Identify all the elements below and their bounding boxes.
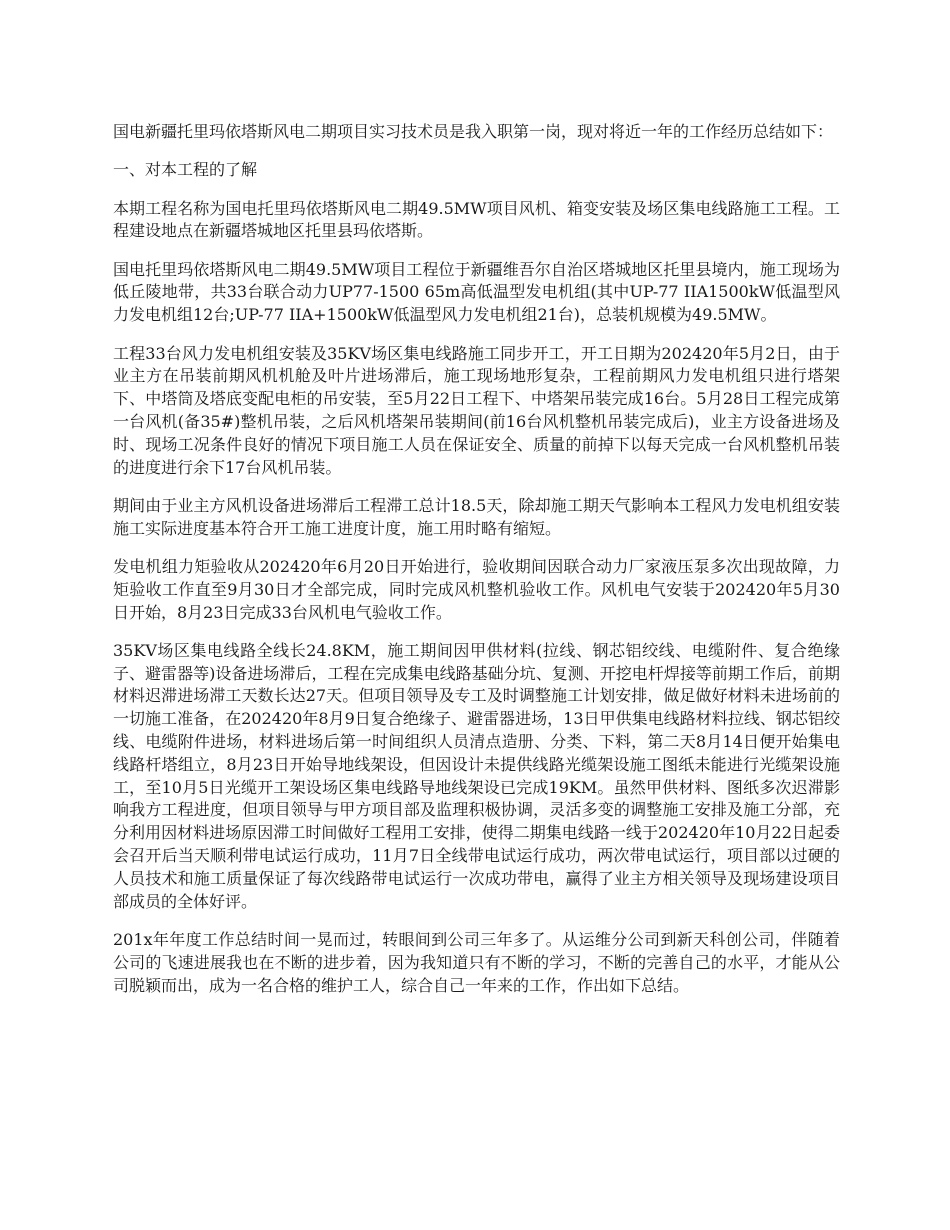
intro-paragraph: 国电新疆托里玛依塔斯风电二期项目实习技术员是我入职第一岗，现对将近一年的工作经历总结如下： [113, 122, 834, 141]
delay-summary-paragraph: 期间由于业主方风机设备进场滞后工程滞工总计18.5天，除却施工期天气影响本工程风力发电机组安装施工实际进度基本符合开工施工进度计度，施工用时略有缩短。 [113, 495, 840, 538]
project-name-paragraph: 本期工程名称为国电托里玛依塔斯风电二期49.5MW项目风机、箱变安装及场区集电线路施工工程。工程建设地点在新疆塔城地区托里县玛依塔斯。 [113, 198, 840, 241]
annual-summary-paragraph: 201x年年度工作总结时间一晃而过，转眼间到公司三年多了。从运维分公司到新天科创公司，伴随着公司的飞速进展我也在不断的进步着，因为我知道只有不断的学习，不断的完善自己的水平，才能从公司脱颖而出，成为一名合格的维护工人，综合自己一年来的工作，作出如下总结。 [113, 929, 840, 995]
acceptance-paragraph: 发电机组力矩验收从202420年6月20日开始进行，验收期间因联合动力厂家液压泵多次出现故障，力矩验收工作直至9月30日才全部完成，同时完成风机整机验收工作。风机电气安装于202420年5月30日开始，8月23日完成33台风机电气验收工作。 [113, 556, 840, 622]
project-location-paragraph: 国电托里玛依塔斯风电二期49.5MW项目工程位于新疆维吾尔自治区塔城地区托里县境内，施工现场为低丘陵地带，共33台联合动力UP77-1500 65m高低温型发电机组(其中UP-77 IIA1500kW低温型风力发电机组12台;UP-77 IIA+1500kW低温型风力发电机组21台)，总装机规模为49.5MW。 [113, 259, 840, 325]
section-heading: 一、对本工程的了解 [113, 160, 258, 180]
installation-progress-paragraph: 工程33台风力发电机组安装及35KV场区集电线路施工同步开工，开工日期为202420年5月2日，由于业主方在吊装前期风机机舱及叶片进场滞后，施工现场地形复杂，工程前期风力发电机组只进行塔架下、中塔筒及塔底变配电柜的吊安装，至5月22日工程下、中塔架吊装完成16台。5月28日工程完成第一台风机(备35#)整机吊装，之后风机塔架吊装期间(前16台风机整机吊装完成后)，业主方设备进场及时、现场工况条件良好的情况下项目施工人员在保证安全、质量的前掉下以每天完成一台风机整机吊装的进度进行余下17台风机吊装。 [113, 343, 840, 477]
collector-line-paragraph: 35KV场区集电线路全线长24.8KM，施工期间因甲供材料(拉线、钢芯铝绞线、电缆附件、复合绝缘子、避雷器等)设备进场滞后，工程在完成集电线路基础分坑、复测、开挖电杆焊接等前期工作后，前期材料迟滞进场滞工天数长达27天。但项目领导及专工及时调整施工计划安排，做足做好材料未进场前的一切施工准备，在202420年8月9日复合绝缘子、避雷器进场，13日甲供集电线路材料拉线、钢芯铝绞线、电缆附件进场，材料进场后第一时间组织人员清点造册、分类、下料，第二天8月14日便开始集电线路杆塔组立，8月23日开始导地线架设，但因设计未提供线路光缆架设施工图纸未能进行光缆架设施工，至10月5日光缆开工架设场区集电线路导地线架设已完成19KM。虽然甲供材料、图纸多次迟滞影响我方工程进度，但项目领导与甲方项目部及监理积极协调，灵活多变的调整施工安排及施工分部，充分利用因材料进场原因滞工时间做好工程用工安排，使得二期集电线路一线于202420年10月22日起委会召开后当天顺利带电试运行成功，11月7日全线带电试运行成功，两次带电试运行，项目部以过硬的人员技术和施工质量保证了每次线路带电试运行一次成功带电，赢得了业主方相关领导及现场建设项目部成员的全体好评。 [113, 640, 840, 911]
document-body [113, 121, 840, 1013]
